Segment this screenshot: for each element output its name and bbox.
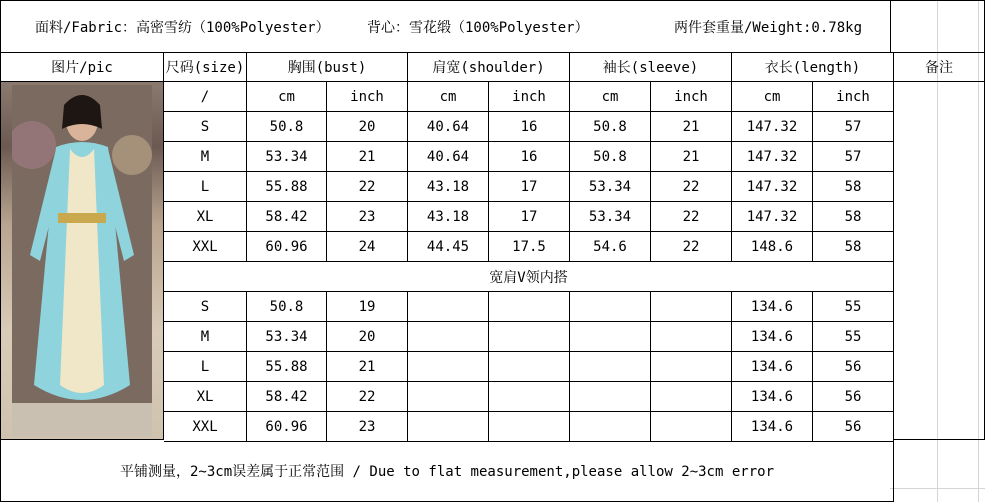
- main-row-bust-cm: 50.8: [247, 112, 327, 142]
- main-row-sleeve-inch: 22: [651, 202, 732, 232]
- main-row-sleeve-cm: 50.8: [570, 142, 651, 172]
- main-row-length-cm: 147.32: [732, 142, 813, 172]
- inner-row-shoulder-cm: [408, 322, 489, 352]
- weight-info: 两件套重量/Weight:0.78kg: [674, 19, 863, 36]
- inner-row-length-inch: 55: [813, 292, 894, 322]
- unit-shoulder-cm: cm: [408, 82, 489, 112]
- unit-length-inch: inch: [813, 82, 894, 112]
- main-row-size: XL: [164, 202, 247, 232]
- main-row-sleeve-cm: 54.6: [570, 232, 651, 262]
- main-row-shoulder-cm: 40.64: [408, 112, 489, 142]
- product-photo: [0, 82, 164, 440]
- inner-row-sleeve-inch: [651, 382, 732, 412]
- main-row-length-cm: 147.32: [732, 172, 813, 202]
- inner-row-shoulder-cm: [408, 412, 489, 442]
- main-row-shoulder-inch: 16: [489, 142, 570, 172]
- main-row-bust-cm: 58.42: [247, 202, 327, 232]
- inner-row-shoulder-inch: [489, 292, 570, 322]
- inner-row-sleeve-cm: [570, 352, 651, 382]
- main-row-length-cm: 147.32: [732, 202, 813, 232]
- inner-row-sleeve-inch: [651, 322, 732, 352]
- inner-row-bust-cm: 50.8: [247, 292, 327, 322]
- unit-shoulder-inch: inch: [489, 82, 570, 112]
- col-header-length: 衣长(length): [732, 53, 894, 82]
- main-row-size: M: [164, 142, 247, 172]
- col-header-remark: 备注: [894, 53, 985, 82]
- col-header-shoulder: 肩宽(shoulder): [408, 53, 570, 82]
- inner-row-size: L: [164, 352, 247, 382]
- col-header-sleeve: 袖长(sleeve): [570, 53, 732, 82]
- col-header-bust: 胸围(bust): [247, 53, 408, 82]
- inner-row-sleeve-cm: [570, 412, 651, 442]
- inner-row-length-inch: 56: [813, 412, 894, 442]
- unit-sleeve-inch: inch: [651, 82, 732, 112]
- main-row-sleeve-cm: 53.34: [570, 202, 651, 232]
- col-header-pic: 图片/pic: [0, 53, 164, 82]
- inner-row-shoulder-inch: [489, 412, 570, 442]
- main-row-length-inch: 58: [813, 232, 894, 262]
- main-row-shoulder-inch: 17.5: [489, 232, 570, 262]
- inner-row-length-cm: 134.6: [732, 292, 813, 322]
- unit-length-cm: cm: [732, 82, 813, 112]
- inner-row-shoulder-cm: [408, 382, 489, 412]
- main-row-sleeve-cm: 50.8: [570, 112, 651, 142]
- lining-info: 背心：雪花缎（100%Polyester）: [367, 19, 589, 36]
- main-row-length-cm: 147.32: [732, 112, 813, 142]
- main-row-sleeve-inch: 21: [651, 112, 732, 142]
- main-row-bust-inch: 21: [327, 142, 408, 172]
- main-row-bust-inch: 20: [327, 112, 408, 142]
- inner-row-shoulder-cm: [408, 292, 489, 322]
- inner-row-bust-cm: 53.34: [247, 322, 327, 352]
- main-row-bust-cm: 53.34: [247, 142, 327, 172]
- footer-note-row: [0, 440, 894, 502]
- inner-row-size: M: [164, 322, 247, 352]
- main-row-size: L: [164, 172, 247, 202]
- main-row-length-inch: 58: [813, 202, 894, 232]
- inner-row-bust-cm: 60.96: [247, 412, 327, 442]
- unit-bust-cm: cm: [247, 82, 327, 112]
- inner-row-sleeve-cm: [570, 382, 651, 412]
- main-row-length-inch: 58: [813, 172, 894, 202]
- remark-cell: [894, 82, 985, 440]
- main-row-shoulder-inch: 17: [489, 172, 570, 202]
- inner-row-shoulder-inch: [489, 322, 570, 352]
- inner-row-shoulder-cm: [408, 352, 489, 382]
- fabric-info: 面料/Fabric：高密雪纺（100%Polyester）: [35, 19, 330, 36]
- main-row-shoulder-inch: 17: [489, 202, 570, 232]
- inner-row-bust-cm: 58.42: [247, 382, 327, 412]
- col-header-size: 尺码(size): [164, 53, 247, 82]
- main-row-size: XXL: [164, 232, 247, 262]
- inner-row-bust-inch: 21: [327, 352, 408, 382]
- inner-row-length-inch: 56: [813, 382, 894, 412]
- inner-row-shoulder-inch: [489, 382, 570, 412]
- inner-row-size: XXL: [164, 412, 247, 442]
- main-row-size: S: [164, 112, 247, 142]
- inner-row-bust-inch: 22: [327, 382, 408, 412]
- inner-row-size: S: [164, 292, 247, 322]
- spreadsheet-gridline: [890, 488, 985, 489]
- inner-row-length-inch: 56: [813, 352, 894, 382]
- main-row-bust-inch: 24: [327, 232, 408, 262]
- inner-row-sleeve-cm: [570, 292, 651, 322]
- inner-row-sleeve-inch: [651, 412, 732, 442]
- unit-sleeve-cm: cm: [570, 82, 651, 112]
- main-row-sleeve-inch: 22: [651, 232, 732, 262]
- inner-row-sleeve-cm: [570, 322, 651, 352]
- fabric-info-row: [0, 0, 891, 53]
- inner-row-length-inch: 55: [813, 322, 894, 352]
- inner-row-length-cm: 134.6: [732, 352, 813, 382]
- main-row-length-inch: 57: [813, 142, 894, 172]
- inner-row-size: XL: [164, 382, 247, 412]
- main-row-bust-inch: 23: [327, 202, 408, 232]
- main-row-length-inch: 57: [813, 112, 894, 142]
- main-row-shoulder-cm: 40.64: [408, 142, 489, 172]
- unit-bust-inch: inch: [327, 82, 408, 112]
- main-row-sleeve-inch: 21: [651, 142, 732, 172]
- measurement-note: 平铺测量，2~3cm误差属于正常范围 / Due to flat measurement,please allow 2~3cm error: [119, 463, 774, 480]
- inner-row-length-cm: 134.6: [732, 382, 813, 412]
- inner-dress-section-title: 宽肩V领内搭: [164, 262, 894, 292]
- inner-row-length-cm: 134.6: [732, 322, 813, 352]
- main-row-sleeve-cm: 53.34: [570, 172, 651, 202]
- inner-row-bust-inch: 19: [327, 292, 408, 322]
- main-row-shoulder-cm: 43.18: [408, 172, 489, 202]
- inner-row-length-cm: 134.6: [732, 412, 813, 442]
- main-row-bust-cm: 60.96: [247, 232, 327, 262]
- main-row-shoulder-cm: 43.18: [408, 202, 489, 232]
- inner-row-sleeve-inch: [651, 292, 732, 322]
- main-row-length-cm: 148.6: [732, 232, 813, 262]
- unit-slash: /: [164, 82, 247, 112]
- header-spare-cell: [891, 0, 985, 53]
- main-row-sleeve-inch: 22: [651, 172, 732, 202]
- inner-row-bust-inch: 20: [327, 322, 408, 352]
- inner-row-sleeve-inch: [651, 352, 732, 382]
- inner-row-bust-cm: 55.88: [247, 352, 327, 382]
- main-row-shoulder-cm: 44.45: [408, 232, 489, 262]
- dress-illustration: [12, 85, 152, 437]
- main-row-bust-cm: 55.88: [247, 172, 327, 202]
- main-row-shoulder-inch: 16: [489, 112, 570, 142]
- main-row-bust-inch: 22: [327, 172, 408, 202]
- inner-row-shoulder-inch: [489, 352, 570, 382]
- inner-row-bust-inch: 23: [327, 412, 408, 442]
